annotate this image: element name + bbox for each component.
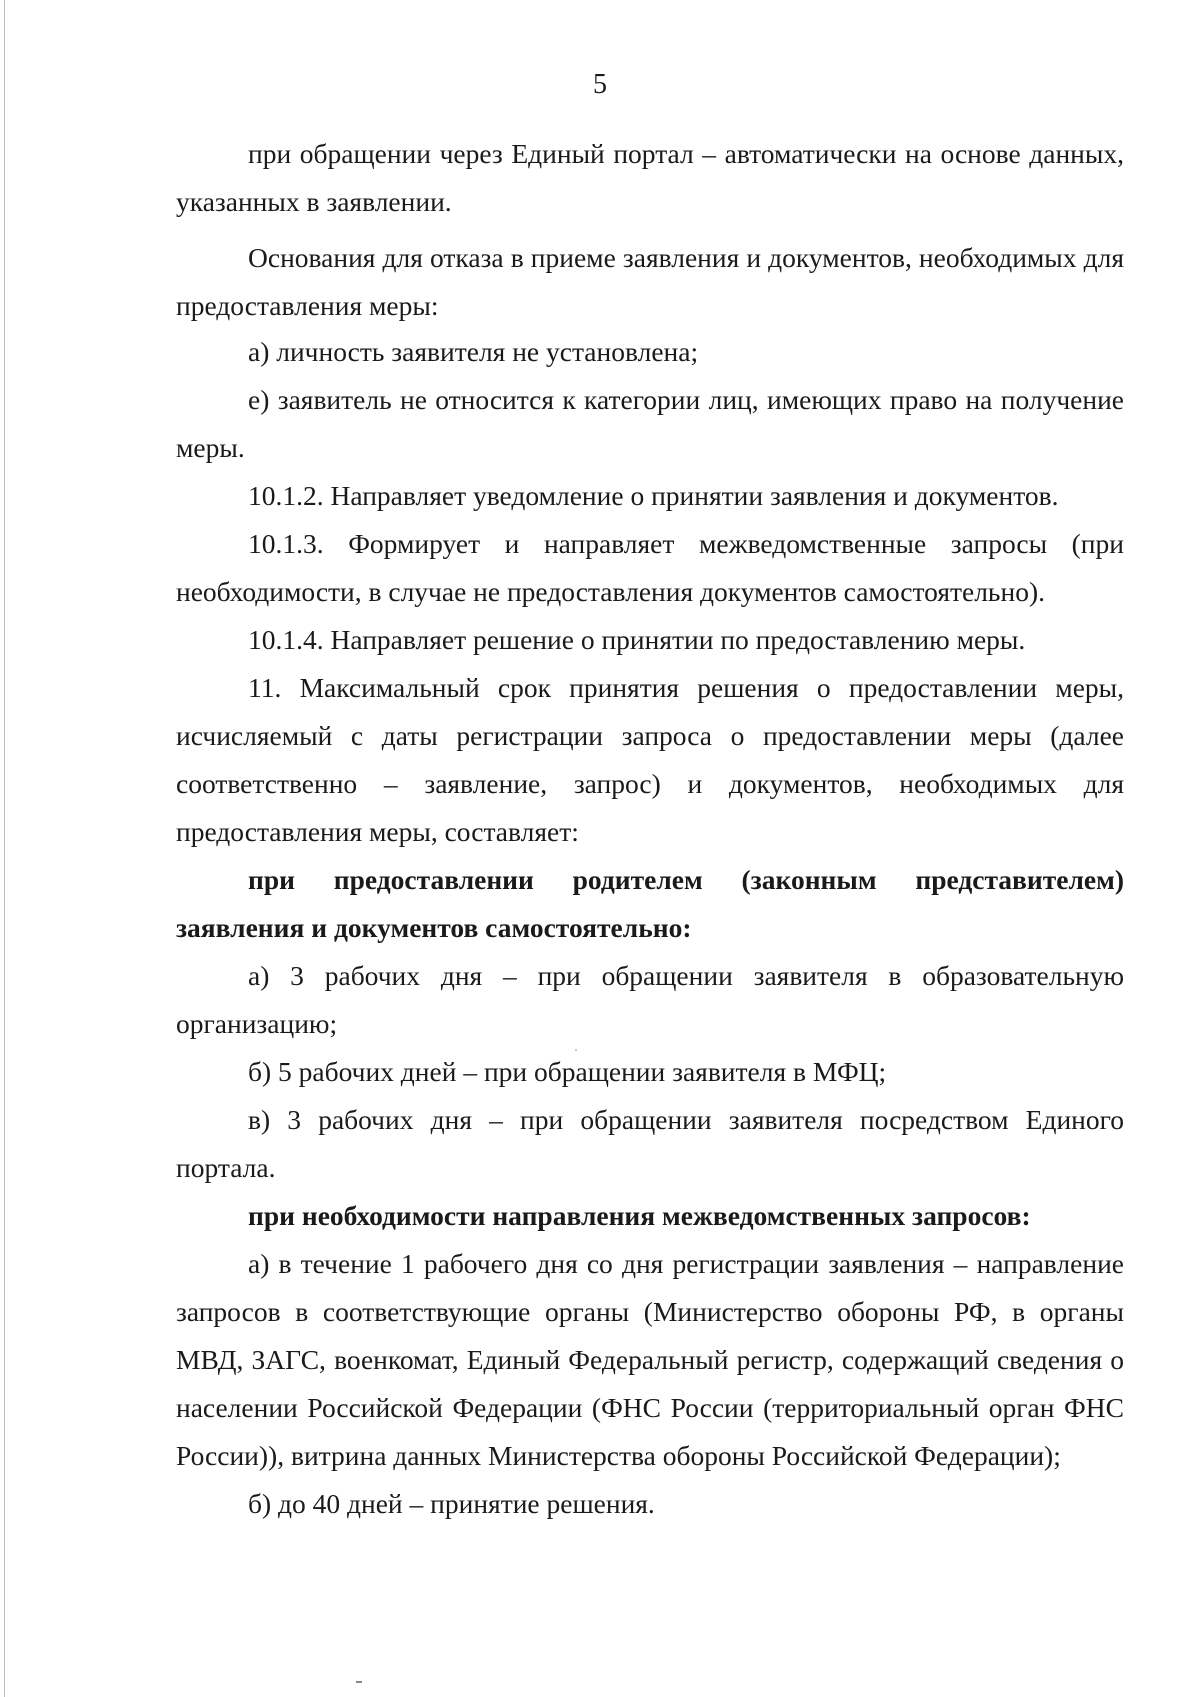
scan-artifact-mark xyxy=(356,1681,362,1683)
paragraph-term-v: в) 3 рабочих дня – при обращении заявителя посредством Единого портала. xyxy=(176,1104,1124,1183)
heading-interagency-requests: при необходимости направления межведомственных запросов: xyxy=(248,1200,1031,1231)
paragraph-requests-b: б) до 40 дней – принятие решения. xyxy=(248,1488,655,1519)
heading-self-submission: при предоставлении родителем (законным представителем) заявления и документов самостоятельно: xyxy=(176,864,1124,943)
paragraph-10-1-4: 10.1.4. Направляет решение о принятии по предоставлению меры. xyxy=(248,624,1026,655)
paragraph-term-a: а) 3 рабочих дня – при обращении заявителя в образовательную организацию; xyxy=(176,960,1124,1039)
paragraph-refusal-a: а) личность заявителя не установлена; xyxy=(248,336,699,367)
paragraph-11-max-term: 11. Максимальный срок принятия решения о предоставлении меры, исчисляемый с даты регистрации запроса о предоставлении меры (далее соответственно – заявление, запрос) и документов, необходимых для предоставления меры, составляет: xyxy=(176,672,1124,847)
paragraph-requests-a: а) в течение 1 рабочего дня со дня регистрации заявления – направление запросов в соответствующие органы (Министерство обороны РФ, в органы МВД, ЗАГС, военкомат, Единый Федеральный регистр, содержащий сведения о населении Российской Федерации (ФНС России (территориальный орган ФНС России)), витрина данных Министерства обороны Российской Федерации); xyxy=(176,1248,1124,1471)
scan-artifact-dot xyxy=(575,1049,577,1051)
paragraph-refusal-e: е) заявитель не относится к категории лиц, имеющих право на получение меры. xyxy=(176,384,1124,463)
page-number: 5 xyxy=(593,69,607,100)
paragraph-portal-auto: при обращении через Единый портал – автоматически на основе данных, указанных в заявлении. xyxy=(176,138,1124,217)
paragraph-refusal-grounds: Основания для отказа в приеме заявления и документов, необходимых для предоставления меры: xyxy=(176,242,1124,321)
paragraph-10-1-2: 10.1.2. Направляет уведомление о принятии заявления и документов. xyxy=(248,480,1059,511)
scan-edge-line xyxy=(4,0,5,1697)
document-body xyxy=(176,130,1124,1528)
paragraph-term-b: б) 5 рабочих дней – при обращении заявителя в МФЦ; xyxy=(248,1056,887,1087)
paragraph-10-1-3: 10.1.3. Формирует и направляет межведомственные запросы (при необходимости, в случае не предоставления документов самостоятельно). xyxy=(176,528,1124,607)
